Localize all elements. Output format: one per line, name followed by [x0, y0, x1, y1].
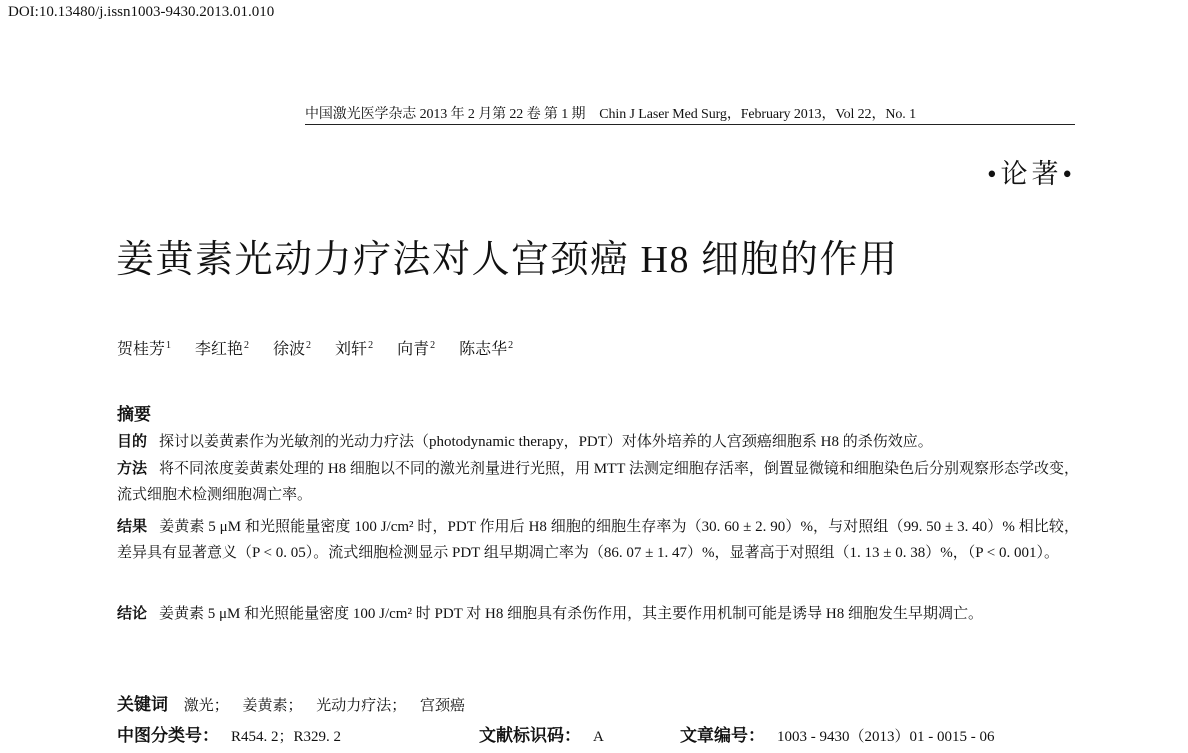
- results-label: 结果: [117, 517, 148, 535]
- keyword: 宫颈癌: [420, 698, 466, 714]
- abstract-objective: [117, 428, 1079, 455]
- clc-value: R454. 2；R329. 2: [231, 729, 342, 745]
- keywords-label: 关键词: [117, 695, 168, 715]
- author-name: 贺桂芳$^1$: [117, 339, 172, 358]
- article-no-label: 文章编号：: [680, 726, 765, 746]
- keyword: 光动力疗法；: [316, 698, 407, 714]
- abstract-results: [117, 513, 1079, 566]
- author-name: 陈志华$^2$: [459, 339, 514, 358]
- author-name: 刘轩$^2$: [335, 339, 374, 358]
- objective-label: 目的: [117, 432, 148, 450]
- conclusion-label: 结论: [117, 604, 148, 622]
- author-name: 徐波$^2$: [273, 339, 312, 358]
- author-name: 李红艳$^2$: [195, 339, 250, 358]
- journal-header: 中国激光医学杂志 2013 年 2 月第 22 卷 第 1 期 Chin J Laser Med Surg，February 2013，Vol 22，No. 1: [305, 103, 1075, 125]
- author-name: 向青$^2$: [397, 339, 436, 358]
- method-text: 将不同浓度姜黄素处理的 H8 细胞以不同的激光剂量进行光照，用 MTT 法测定细胞存活率，倒置显微镜和细胞染色后分别观察形态学改变，流式细胞术检测细胞凋亡率。: [117, 461, 1079, 503]
- keyword: 激光；: [183, 698, 229, 714]
- section-label: •论著•: [987, 159, 1076, 189]
- clc-item: [117, 721, 341, 746]
- article-no-item: [680, 721, 995, 746]
- results-text: 姜黄素 5 μM 和光照能量密度 100 J/cm² 时，PDT 作用后 H8 细胞的细胞生存率为（30. 60 ± 2. 90）%，与对照组（99. 50 ± 3. 40）% 相比较，差异具有显著意义（P < 0. 05）。流式细胞检测显示 PDT 组早期凋亡率为（86. 07 ± 1. 47）%，显著高于对照组（1. 13 ± 0. 38）%，（P < 0. 001）。: [117, 519, 1079, 561]
- article-title: 姜黄素光动力疗法对人宫颈癌 H8 细胞的作用: [116, 239, 899, 281]
- keywords-row: [117, 690, 475, 715]
- doc-code-item: [479, 721, 604, 746]
- keyword: 姜黄素；: [242, 698, 303, 714]
- abstract-method: [117, 455, 1079, 508]
- conclusion-text: 姜黄素 5 μM 和光照能量密度 100 J/cm² 时 PDT 对 H8 细胞具有杀伤作用，其主要作用机制可能是诱导 H8 细胞发生早期凋亡。: [159, 606, 983, 622]
- abstract-conclusion: [117, 600, 1079, 627]
- doc-code-value: A: [593, 729, 604, 745]
- clc-label: 中图分类号：: [117, 726, 219, 746]
- method-label: 方法: [117, 459, 148, 477]
- objective-text: 探讨以姜黄素作为光敏剂的光动力疗法（photodynamic therapy，PDT）对体外培养的人宫颈癌细胞系 H8 的杀伤效应。: [159, 434, 933, 450]
- doi-text: DOI:10.13480/j.issn1003-9430.2013.01.010: [8, 4, 275, 20]
- abstract-heading: 摘要: [117, 405, 151, 425]
- article-no-value: 1003 - 9430（2013）01 - 0015 - 06: [777, 729, 995, 745]
- doc-code-label: 文献标识码：: [479, 726, 581, 746]
- author-list: [117, 336, 533, 359]
